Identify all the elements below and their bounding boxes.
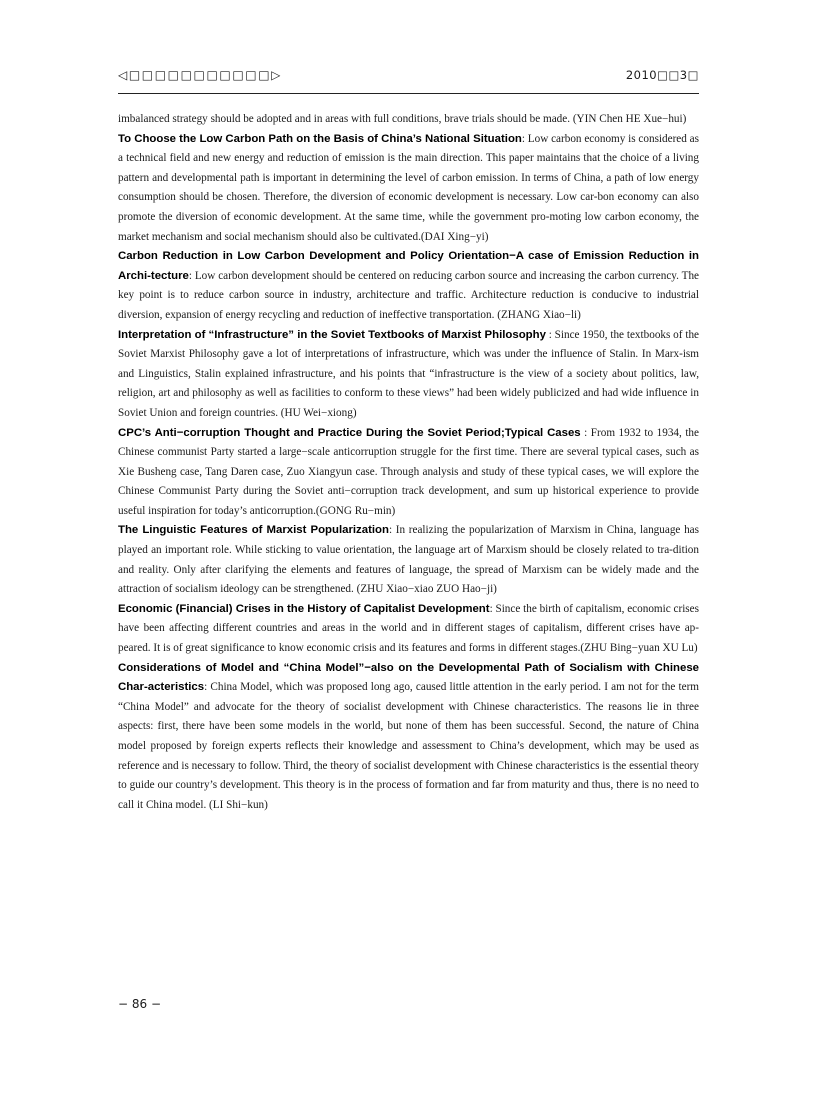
- abstract-title: Interpretation of “Infrastructure” in the Soviet Textbooks of Marxist Philosophy: [118, 328, 546, 341]
- abstract-body: : From 1932 to 1934, the Chinese communist Party started a large−scale anticorruption struggle for the first time. There are several typical cases, such as Xie Busheng case, Tang Daren case, Zuo Xiangyun case. Through analysis and study of these typical cases, we will explore the Chinese Communist Party during the Soviet anti−corruption track development, and sum up historical experience to provide useful inspiration for today’s anticorruption.(GONG Ru−min): [118, 426, 699, 517]
- page-number: − 86 −: [118, 997, 162, 1011]
- abstract-title: To Choose the Low Carbon Path on the Basis of China’s National Situation: [118, 132, 522, 145]
- abstract-entry: [118, 424, 699, 522]
- abstract-body: : Since the birth of capitalism, economic crises have been affecting different countries and areas in the world and in different stages of capitalism, different crises have ap-peared. It is of great significance to know economic crisis and its features and forms in different stages.(ZHU Bing−yuan XU Lu): [118, 602, 699, 655]
- abstract-title: CPC’s Anti−corruption Thought and Practice During the Soviet Period;Typical Cases: [118, 426, 581, 439]
- abstract-entry: [118, 600, 699, 659]
- header-rule: [118, 93, 699, 94]
- abstracts-body: [118, 110, 699, 815]
- abstract-body: imbalanced strategy should be adopted and in areas with full conditions, brave trials should be made. (YIN Chen HE Xue−hui): [118, 113, 687, 125]
- abstract-title: Carbon Reduction in Low Carbon Development and Policy Orientation−A case of Emission Reduction in Archi-tecture: [118, 250, 699, 282]
- abstract-entry: [118, 247, 699, 325]
- running-header: [118, 66, 699, 86]
- abstract-body: : In realizing the popularization of Marxism in China, language has played an important role. While sticking to value orientation, the language art of Marxism should be closely related to tra-dition and reality. Only after clarifying the elements and features of language, the spread of Marxism can be widely made and the attraction of socialism ideology can be strengthened. (ZHU Xiao−xiao ZUO Hao−ji): [118, 524, 699, 596]
- issue-label: 2010□□3□: [625, 68, 699, 82]
- abstract-entry: [118, 326, 699, 424]
- abstract-entry: [118, 521, 699, 599]
- abstract-body: : Since 1950, the textbooks of the Soviet Marxist Philosophy gave a lot of interpretations of infrastructure, which was under the influence of Stalin. In Marx-ism and Linguistics, Stalin explained infrastructure, and his points that “infrastructure is the view of a society about politics, law, religion, art and philosophy as well as facilities to conform to these views” had been widely publicized and had wide influence in Soviet Union and foreign countries. (HU Wei−xiong): [118, 328, 699, 419]
- journal-name: ◁□□□□□□□□□□□▷: [118, 68, 282, 82]
- abstract-title: Economic (Financial) Crises in the History of Capitalist Development: [118, 602, 490, 615]
- abstract-body: : Low carbon development should be centered on reducing carbon source and increasing the carbon currency. The key point is to reduce carbon source in industry, architecture and traffic. Architecture reduction is conducive to industrial diversion, expansion of energy recycling and reduction of ineffective transportation. (ZHANG Xiao−li): [118, 269, 699, 321]
- abstract-body: : China Model, which was proposed long ago, caused little attention in the early period. I am not for the term “China Model” and advocate for the theory of socialist development with Chinese characteristics. The reasons lie in three aspects: first, there have been some models in the world, but none of them has been successful. Second, the nature of China model proposed by foreign experts reflects their knowledge and assessment to China’s development, which may be used as reference and is necessary to follow. Third, the theory of socialist development with Chinese characteristics is the essential theory to guide our country’s development. This theory is in the process of formation and far from maturity and thus, there is no need to call it China model. (LI Shi−kun): [118, 681, 699, 811]
- abstract-title: The Linguistic Features of Marxist Popularization: [118, 524, 389, 537]
- abstract-entry: [118, 130, 699, 248]
- abstract-title: Considerations of Model and “China Model”−also on the Developmental Path of Socialism with Chinese Char-acteristics: [118, 661, 699, 694]
- abstract-entry: [118, 659, 699, 816]
- abstract-entry-continued: [118, 110, 699, 130]
- abstract-body: : Low carbon economy is considered as a technical field and new energy and reduction of emission is the main direction. This paper maintains that the choice of a living pattern and developmental path is important in determining the level of carbon emission. In terms of China, a path of low energy consumption should be chosen. Therefore, the diversion of economic development is necessary. Low car-bon economy can also promote the diversion of economic development. At the same time, while the government pro-moting low carbon economy, the market mechanism and social mechanism should also be cultivated.(DAI Xing−yi): [118, 132, 699, 243]
